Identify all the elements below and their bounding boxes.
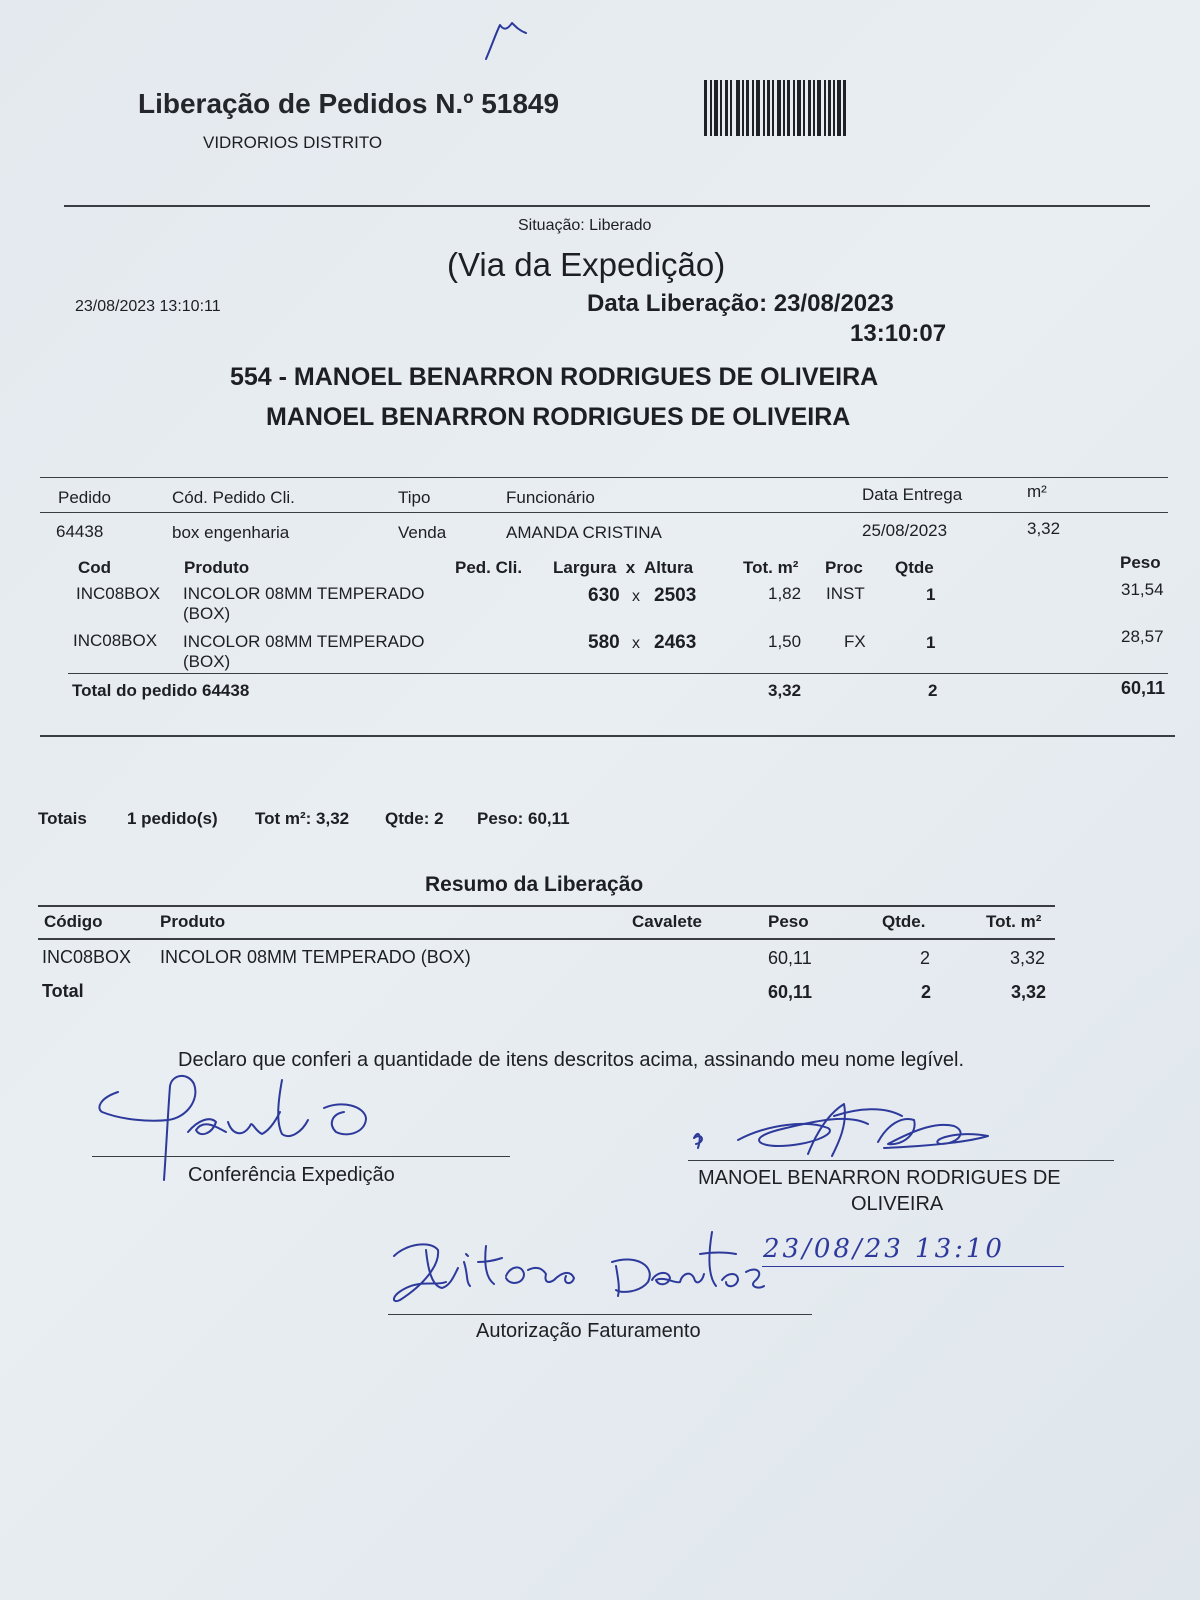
signature-vitoria-dantas [386,1226,766,1316]
col-produto-header: Produto [184,558,250,577]
declaration-text: Declaro que conferi a quantidade de itens descritos acima, assinando meu nome legível. [178,1049,965,1071]
item-proc: INST [826,584,865,603]
item-peso: 31,54 [1121,580,1164,599]
summary-peso: 60,11 [768,948,812,968]
item-produto: INCOLOR 08MM TEMPERADO [183,632,425,651]
item-produto: INCOLOR 08MM TEMPERADO [183,584,425,603]
expedicao-label: Conferência Expedição [188,1164,395,1186]
summary-codigo: INC08BOX [42,947,132,967]
summary-qtde: 2 [920,948,931,968]
client-label-1: MANOEL BENARRON RODRIGUES DE [698,1167,1061,1189]
signature-line [388,1314,812,1315]
client-line-2: MANOEL BENARRON RODRIGUES DE OLIVEIRA [266,403,851,431]
handwritten-date: 23/08/23 13:10 [763,1234,1005,1264]
col-peso-header: Peso [1120,553,1161,572]
totals-label: Totais [38,809,87,828]
col-data-entrega-header: Data Entrega [862,485,963,504]
divider [38,905,1055,907]
col-ped-cli-header: Ped. Cli. [455,558,523,577]
col-proc-header: Proc [825,558,863,577]
order-total-peso: 60,11 [1121,678,1166,698]
col-tipo-header: Tipo [398,488,431,507]
col-cod-pedido-cli-header: Cód. Pedido Cli. [172,488,295,507]
item-tot-m2: 1,82 [768,584,802,603]
summary-col-qtde: Qtde. [882,912,926,931]
item-produto-cont: (BOX) [183,652,231,671]
divider [40,477,1168,478]
order-tipo: Venda [398,523,447,542]
release-time: 13:10:07 [850,320,947,347]
divider [64,205,1150,207]
item-largura: 580 [588,632,620,653]
summary-col-codigo: Código [44,912,103,931]
faturamento-label: Autorização Faturamento [476,1320,701,1342]
order-total-label: Total do pedido 64438 [72,681,250,700]
divider [68,673,1168,674]
item-altura: 2503 [654,585,697,606]
order-m2: 3,32 [1027,519,1061,538]
item-produto-cont: (BOX) [183,604,231,623]
summary-tot-m2: 3,32 [1010,948,1046,968]
summary-total-peso: 60,11 [768,982,813,1002]
divider [40,735,1175,737]
item-cod: INC08BOX [76,584,161,603]
totals-peso: Peso: 60,11 [477,809,570,828]
order-total-m2: 3,32 [768,681,802,700]
copy-label: (Via da Expedição) [447,246,726,283]
date-underline [762,1266,1064,1267]
summary-col-cavalete: Cavalete [632,912,702,931]
order-data-entrega: 25/08/2023 [862,521,948,540]
barcode [704,80,894,136]
col-pedido-header: Pedido [58,488,111,507]
item-tot-m2: 1,50 [768,632,802,651]
item-x: x [632,588,640,605]
summary-col-produto: Produto [160,912,226,931]
summary-total-tot-m2: 3,32 [1011,982,1047,1002]
col-cod-header: Cod [78,558,112,577]
item-x: x [632,635,640,652]
signature-line [688,1160,1114,1161]
print-datetime: 23/08/2023 13:10:11 [75,298,221,315]
col-funcionario-header: Funcionário [506,488,595,507]
item-altura: 2463 [654,632,697,653]
item-proc: FX [844,632,866,651]
company-name: VIDRORIOS DISTRITO [203,133,383,152]
summary-title: Resumo da Liberação [425,873,644,896]
client-line-1: 554 - MANOEL BENARRON RODRIGUES DE OLIVEIRA [230,363,879,391]
item-qtde: 1 [926,633,936,652]
release-date: Data Liberação: 23/08/2023 [587,290,894,317]
order-total-qtde: 2 [928,681,938,700]
col-qtde-header: Qtde [895,558,934,577]
summary-col-tot-m2: Tot. m² [986,912,1042,931]
divider [40,512,1168,513]
order-funcionario: AMANDA CRISTINA [506,523,662,542]
summary-total-label: Total [42,981,84,1001]
divider [38,938,1055,940]
item-cod: INC08BOX [73,631,158,650]
order-cod-pedido-cli: box engenharia [172,523,290,542]
summary-produto: INCOLOR 08MM TEMPERADO (BOX) [160,947,471,967]
totals-pedidos: 1 pedido(s) [127,809,218,828]
order-pedido: 64438 [56,522,104,541]
col-m2-header: m² [1027,482,1047,501]
signature-client [688,1094,1008,1166]
signature-line [92,1156,510,1157]
item-peso: 28,57 [1121,627,1164,646]
totals-qtde: Qtde: 2 [385,809,444,828]
ink-mark [478,15,538,65]
item-qtde: 1 [926,585,936,604]
item-largura: 630 [588,585,620,606]
status-label: Situação: Liberado [518,217,652,234]
col-tot-m2-header: Tot. m² [743,558,799,577]
summary-col-peso: Peso [768,912,809,931]
col-largura-altura-header: Largura x Altura [553,558,694,577]
page-title: Liberação de Pedidos N.º 51849 [138,88,560,119]
client-label-2: OLIVEIRA [851,1193,944,1215]
summary-total-qtde: 2 [921,982,932,1002]
totals-m2: Tot m²: 3,32 [255,809,350,828]
